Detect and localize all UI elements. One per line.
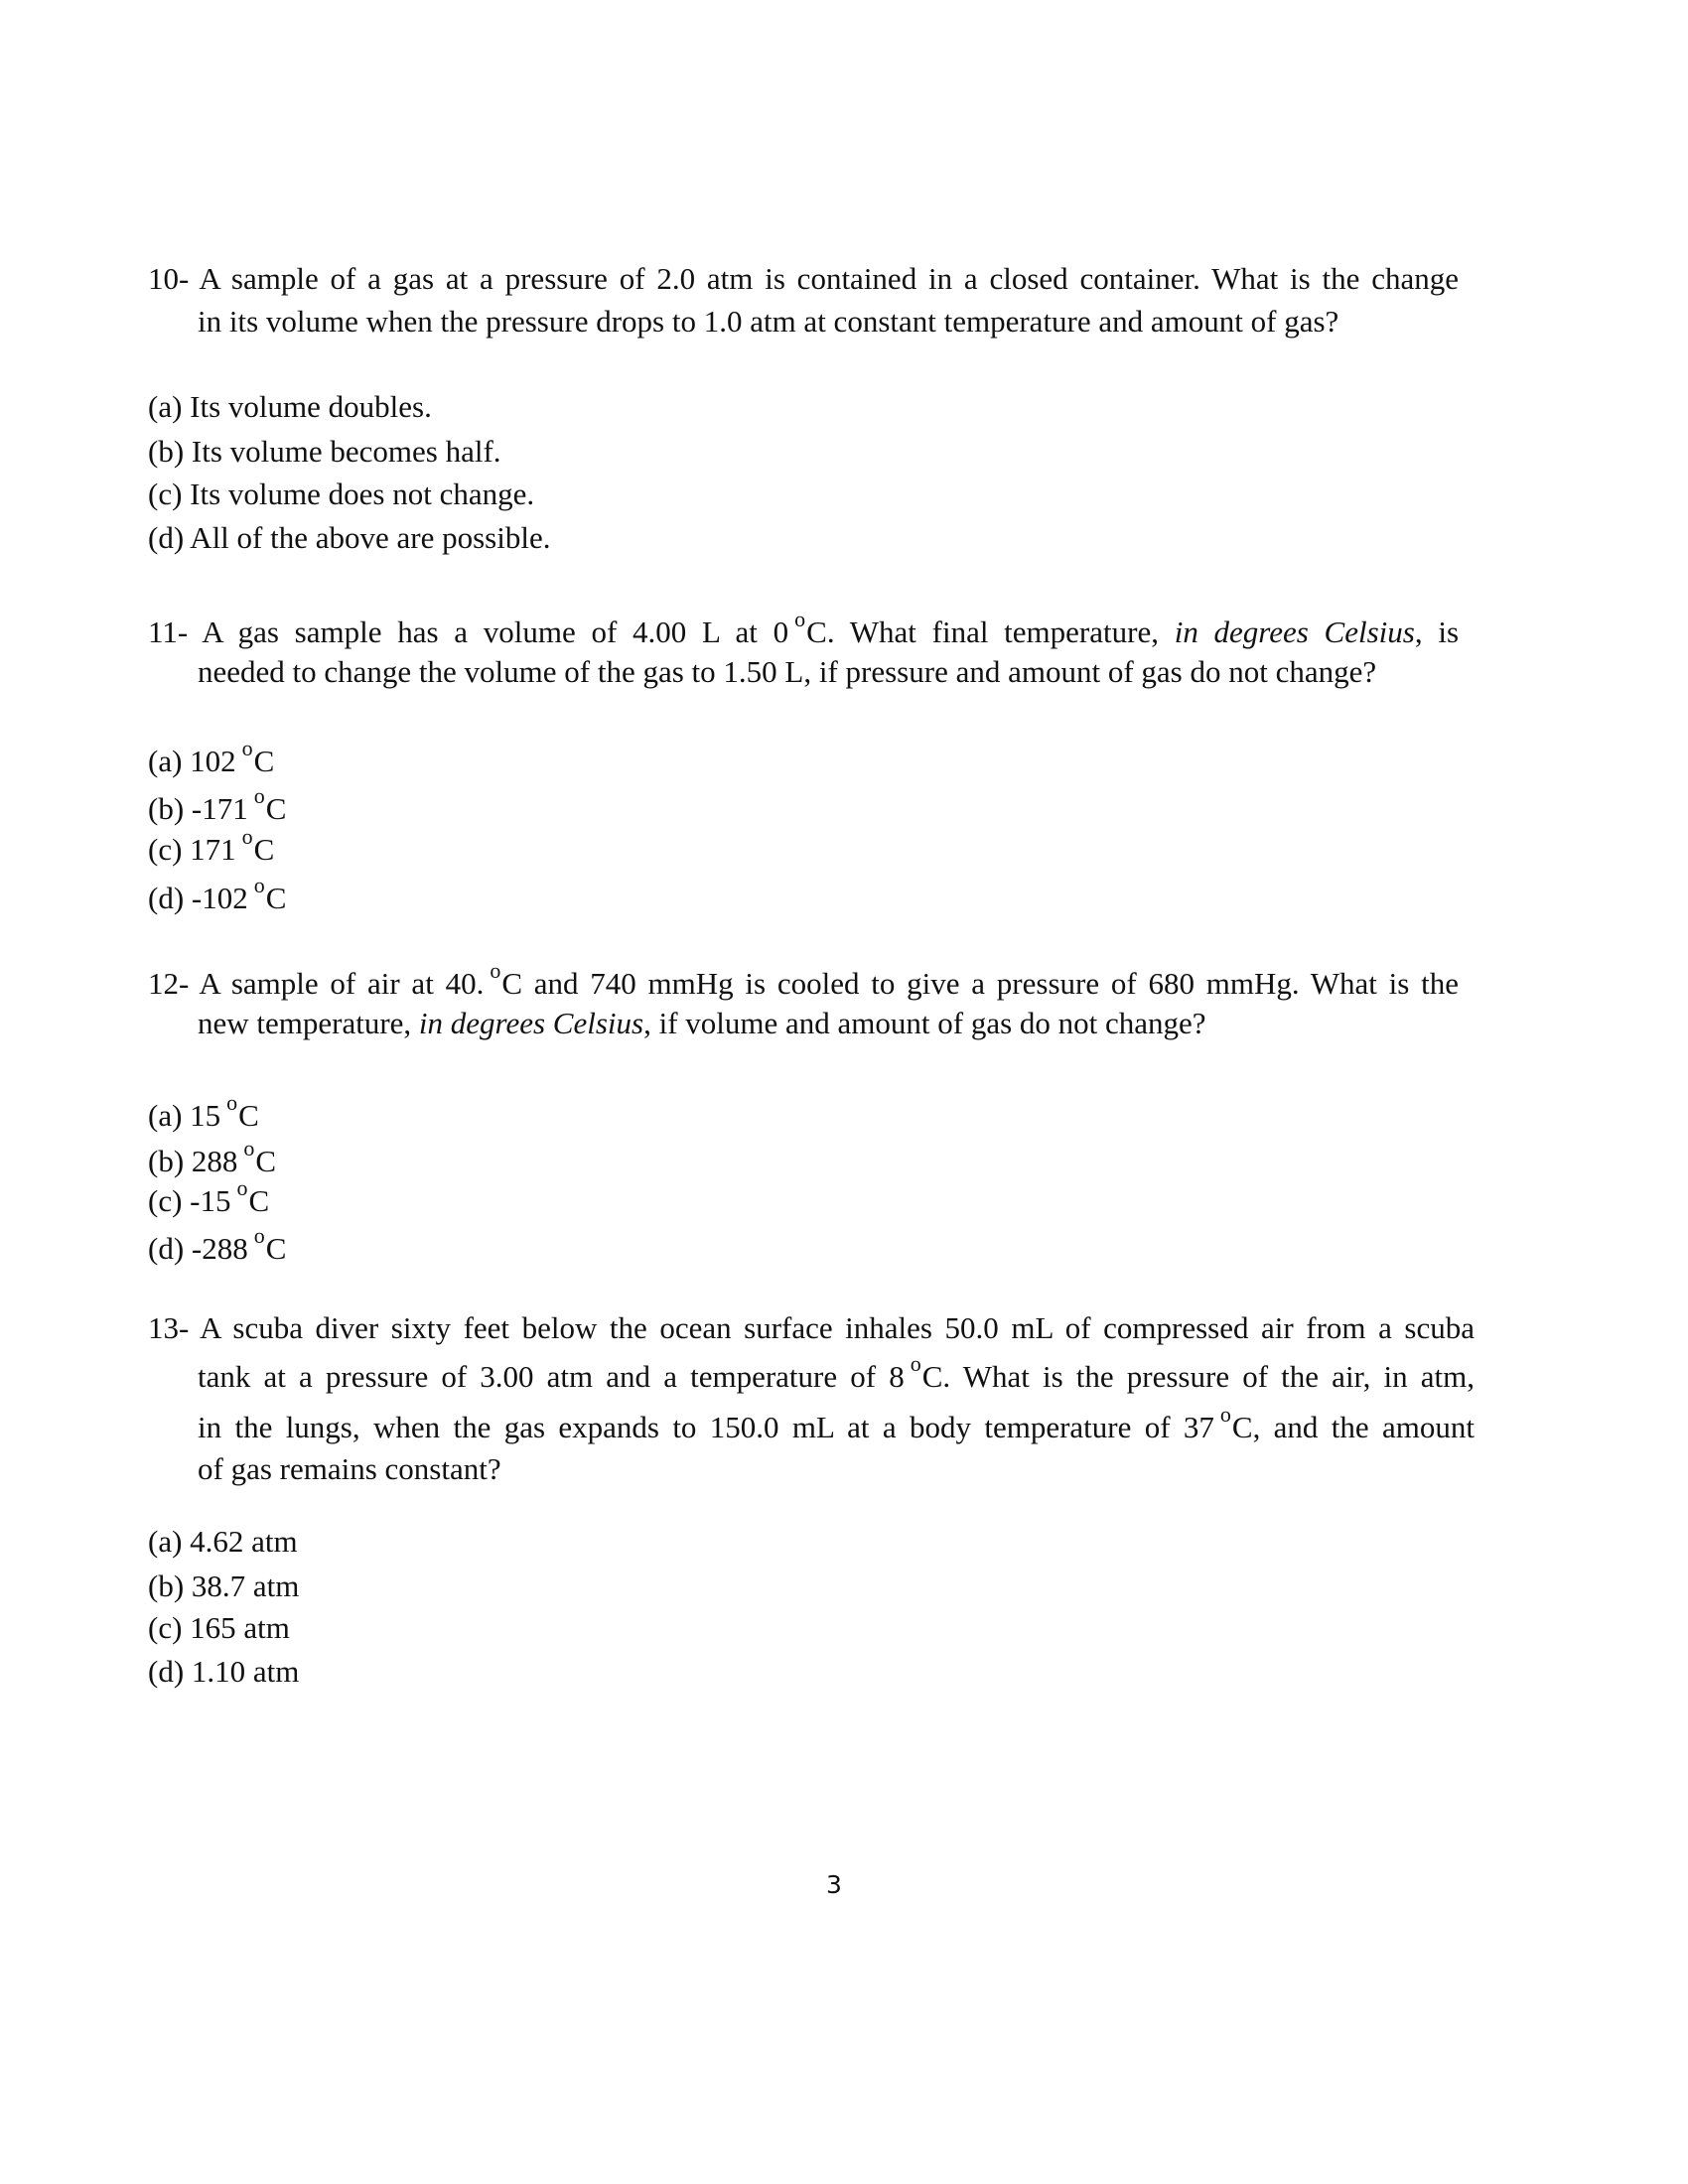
text-segment: (b) Its volume becomes half. xyxy=(148,434,501,469)
text-segment: C xyxy=(248,1183,270,1218)
text-segment: (d) All of the above are possible. xyxy=(148,520,551,555)
question-text-line xyxy=(198,1351,1475,1400)
text-segment: 10- A sample of a gas at a pressure of 2.0 atm is contained in a closed container. What is the change xyxy=(148,261,1459,296)
question-text-line xyxy=(198,1004,1206,1043)
text-segment: 11- A gas sample has a volume of 4.00 L at 0 xyxy=(148,614,789,649)
answer-option xyxy=(148,736,275,784)
degree-symbol: o xyxy=(794,607,806,631)
question-text-line xyxy=(198,302,1338,341)
text-segment: (a) Its volume doubles. xyxy=(148,389,432,424)
text-segment: C xyxy=(253,832,275,867)
degree-symbol: o xyxy=(910,1351,921,1376)
answer-option xyxy=(148,1522,298,1562)
text-segment: (a) 102 xyxy=(148,744,236,778)
degree-symbol: o xyxy=(490,958,501,983)
text-segment: (d) 1.10 atm xyxy=(148,1654,300,1689)
text-segment: , if volume and amount of gas do not change? xyxy=(643,1006,1206,1040)
answer-option xyxy=(148,783,287,832)
text-segment: C xyxy=(255,1144,277,1178)
text-segment: (d) -102 xyxy=(148,881,248,915)
text-segment: (c) Its volume does not change. xyxy=(148,477,535,511)
answer-option xyxy=(148,475,534,514)
text-segment: tank at a pressure of 3.00 atm and a temperature of 8 xyxy=(198,1359,905,1394)
degree-symbol: o xyxy=(226,1090,238,1115)
question-text-line xyxy=(198,652,1376,692)
text-segment: new temperature, xyxy=(198,1006,419,1040)
text-segment: in the lungs, when the gas expands to 150.0 mL at a body temperature of 37 xyxy=(198,1410,1214,1444)
page-number: 3 xyxy=(826,1870,842,1899)
text-segment: C. What is the pressure of the air, in atm, xyxy=(921,1359,1475,1394)
text-segment: (c) -15 xyxy=(148,1183,231,1218)
text-segment: C xyxy=(238,1098,259,1133)
text-segment: C. What final temperature, xyxy=(806,614,1175,649)
answer-option xyxy=(148,387,432,427)
text-segment: , is xyxy=(1414,614,1460,649)
text-segment: needed to change the volume of the gas to 1.50 L, if pressure and amount of gas do not change? xyxy=(198,654,1377,689)
answer-option xyxy=(148,1136,277,1184)
text-segment: C xyxy=(265,881,287,915)
text-segment: (a) 4.62 atm xyxy=(148,1524,298,1559)
question-text-line xyxy=(148,607,1460,655)
answer-option xyxy=(148,873,287,921)
question-text-line xyxy=(148,958,1459,1007)
text-segment: (b) 288 xyxy=(148,1144,238,1178)
answer-option xyxy=(148,1567,299,1606)
answer-option xyxy=(148,1223,287,1272)
question-text-line xyxy=(148,259,1459,299)
text-segment: (b) -171 xyxy=(148,791,248,826)
text-segment: (c) 165 atm xyxy=(148,1610,290,1645)
question-text-line xyxy=(198,1449,501,1489)
degree-symbol: o xyxy=(253,783,265,808)
text-segment: 13- A scuba diver sixty feet below the ocean surface inhales 50.0 mL of compressed air from a scuba xyxy=(148,1310,1475,1345)
degree-symbol: o xyxy=(243,1136,255,1160)
text-segment: C xyxy=(265,1231,287,1266)
degree-symbol: o xyxy=(253,873,265,897)
italic-text: in degrees Celsius xyxy=(418,1006,644,1040)
question-text-line xyxy=(198,1402,1475,1450)
answer-option xyxy=(148,1090,259,1139)
degree-symbol: o xyxy=(241,824,253,849)
degree-symbol: o xyxy=(253,1223,265,1248)
text-segment: in its volume when the pressure drops to 1.0 atm at constant temperature and amount of gas? xyxy=(198,304,1339,339)
text-segment: (d) -288 xyxy=(148,1231,248,1266)
answer-option xyxy=(148,432,501,472)
text-segment: (a) 15 xyxy=(148,1098,221,1133)
text-segment: of gas remains constant? xyxy=(198,1451,501,1486)
answer-option xyxy=(148,824,275,873)
answer-option xyxy=(148,1175,270,1224)
text-segment: C, and the amount xyxy=(1231,1410,1475,1444)
degree-symbol: o xyxy=(241,736,253,760)
text-segment: C and 740 mmHg is cooled to give a pressure of 680 mmHg. What is the xyxy=(501,966,1459,1001)
answer-option xyxy=(148,518,550,558)
text-segment: (b) 38.7 atm xyxy=(148,1569,300,1603)
text-segment: C xyxy=(253,744,275,778)
degree-symbol: o xyxy=(236,1175,248,1200)
text-segment: C xyxy=(265,791,287,826)
text-segment: (c) 171 xyxy=(148,832,236,867)
question-text-line xyxy=(148,1308,1475,1348)
answer-option xyxy=(148,1652,299,1692)
answer-option xyxy=(148,1608,290,1648)
italic-text: in degrees Celsius xyxy=(1174,614,1415,649)
degree-symbol: o xyxy=(1219,1402,1231,1427)
text-segment: 12- A sample of air at 40. xyxy=(148,966,485,1001)
